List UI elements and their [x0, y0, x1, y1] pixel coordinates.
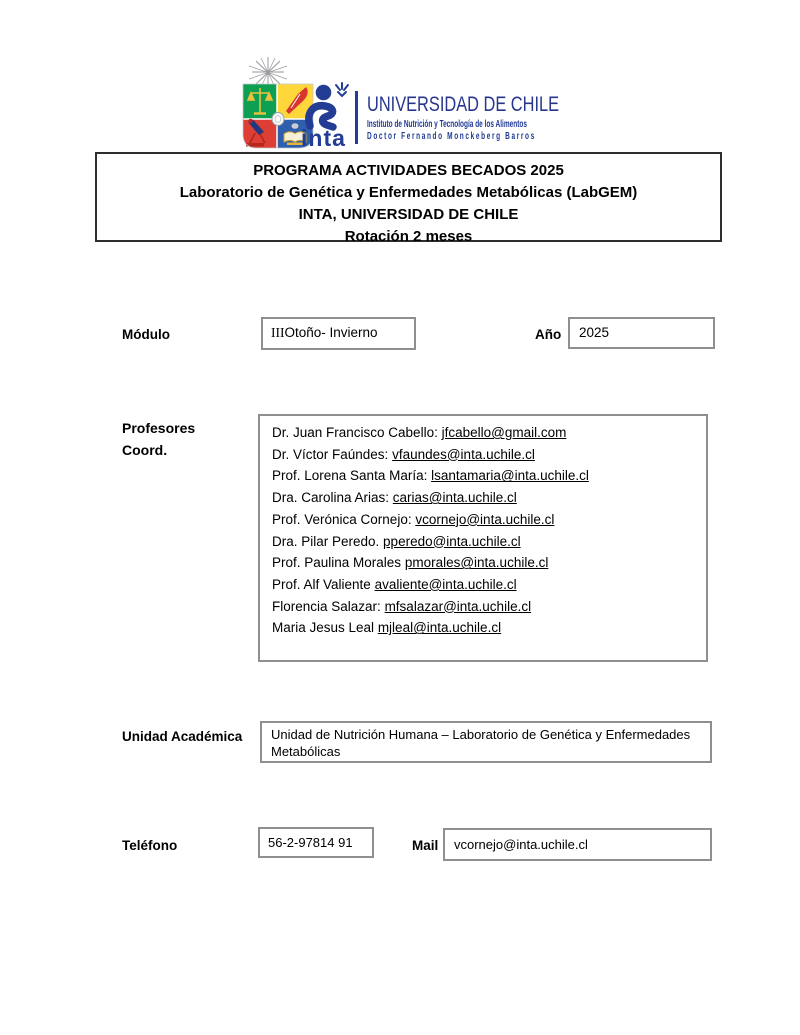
professor-line	[272, 574, 694, 596]
professor-name: Dr. Juan Francisco Cabello:	[272, 425, 442, 440]
mail-value: vcornejo@inta.uchile.cl	[454, 837, 588, 852]
email-link[interactable]: mjleal@inta.uchile.cl	[377, 620, 502, 636]
unidad-field[interactable]	[260, 721, 712, 763]
email-link[interactable]: vfaundes@inta.uchile.cl	[392, 446, 535, 462]
unidad-label: Unidad Académica	[122, 729, 243, 744]
profesores-field[interactable]	[258, 414, 708, 662]
inta-wordmark: inta	[301, 125, 346, 151]
anio-label: Año	[535, 327, 562, 342]
university-name-text: UNIVERSIDAD DE CHILE	[367, 93, 560, 116]
professor-list	[272, 422, 694, 639]
institute-line2-text: Doctor Fernando Monckeberg Barros	[367, 131, 536, 142]
modulo-label: Módulo	[122, 327, 170, 342]
professor-name: Florencia Salazar:	[272, 598, 385, 614]
anio-value: 2025	[579, 325, 610, 340]
telefono-label: Teléfono	[122, 838, 178, 853]
professor-line	[272, 465, 694, 487]
professor-line	[272, 552, 694, 574]
telefono-value: 56-2-97814 91	[268, 835, 353, 850]
professor-name: Prof. Lorena Santa María:	[272, 468, 432, 484]
email-link[interactable]: pmorales@inta.uchile.cl	[404, 555, 549, 571]
professor-name: Maria Jesus Leal	[272, 620, 378, 636]
modulo-value-text: Otoño- Invierno	[284, 325, 378, 340]
institute-line1-text: Instituto de Nutrición y Tecnología de los Alimentos	[367, 119, 527, 130]
title-line-3: INTA, UNIVERSIDAD DE CHILE	[298, 206, 519, 223]
mail-field[interactable]	[443, 828, 712, 861]
unidad-value: Unidad de Nutrición Humana – Laboratorio de Genética y Enfermedades Metabólicas	[271, 727, 691, 759]
telefono-field[interactable]	[258, 827, 374, 858]
email-link[interactable]: avaliente@inta.uchile.cl	[374, 576, 517, 592]
document-title-box	[95, 152, 722, 245]
email-link[interactable]: jfcabello@gmail.com	[441, 425, 567, 440]
mail-label: Mail	[412, 838, 439, 853]
professor-line	[272, 422, 694, 444]
professor-line	[272, 531, 694, 553]
modulo-field[interactable]	[261, 317, 416, 350]
email-link[interactable]: mfsalazar@inta.uchile.cl	[384, 598, 532, 614]
professor-name: Dra. Pilar Peredo.	[272, 533, 384, 549]
email-link[interactable]: pperedo@inta.uchile.cl	[383, 533, 521, 549]
professor-line	[272, 487, 694, 509]
professor-name: Dra. Carolina Arias:	[272, 490, 393, 506]
anio-field[interactable]	[568, 317, 715, 349]
title-line-4: Rotación 2 meses	[344, 228, 473, 245]
logo-divider	[355, 91, 358, 144]
institute-line2	[367, 131, 627, 142]
professor-line	[272, 444, 694, 466]
professor-line	[272, 509, 694, 531]
profesores-label: Profesores Coord.	[122, 420, 196, 458]
email-link[interactable]: carias@inta.uchile.cl	[392, 490, 517, 506]
email-link[interactable]: vcornejo@inta.uchile.cl	[415, 511, 555, 527]
professor-line	[272, 596, 694, 618]
professor-name: Prof. Paulina Morales	[272, 555, 405, 571]
title-line-2: Laboratorio de Genética y Enfermedades Metabólicas (LabGEM)	[179, 184, 638, 201]
professor-name: Prof. Verónica Cornejo:	[272, 511, 416, 527]
title-line-1: PROGRAMA ACTIVIDADES BECADOS 2025	[253, 162, 564, 179]
university-name	[367, 93, 613, 117]
professor-name: Dr. Víctor Faúndes:	[272, 446, 393, 462]
institute-line1	[367, 119, 613, 130]
modulo-value-roman: III	[271, 325, 285, 340]
email-link[interactable]: lsantamaria@inta.uchile.cl	[431, 468, 589, 484]
professor-line	[272, 617, 694, 639]
professor-name: Prof. Alf Valiente	[272, 576, 375, 592]
